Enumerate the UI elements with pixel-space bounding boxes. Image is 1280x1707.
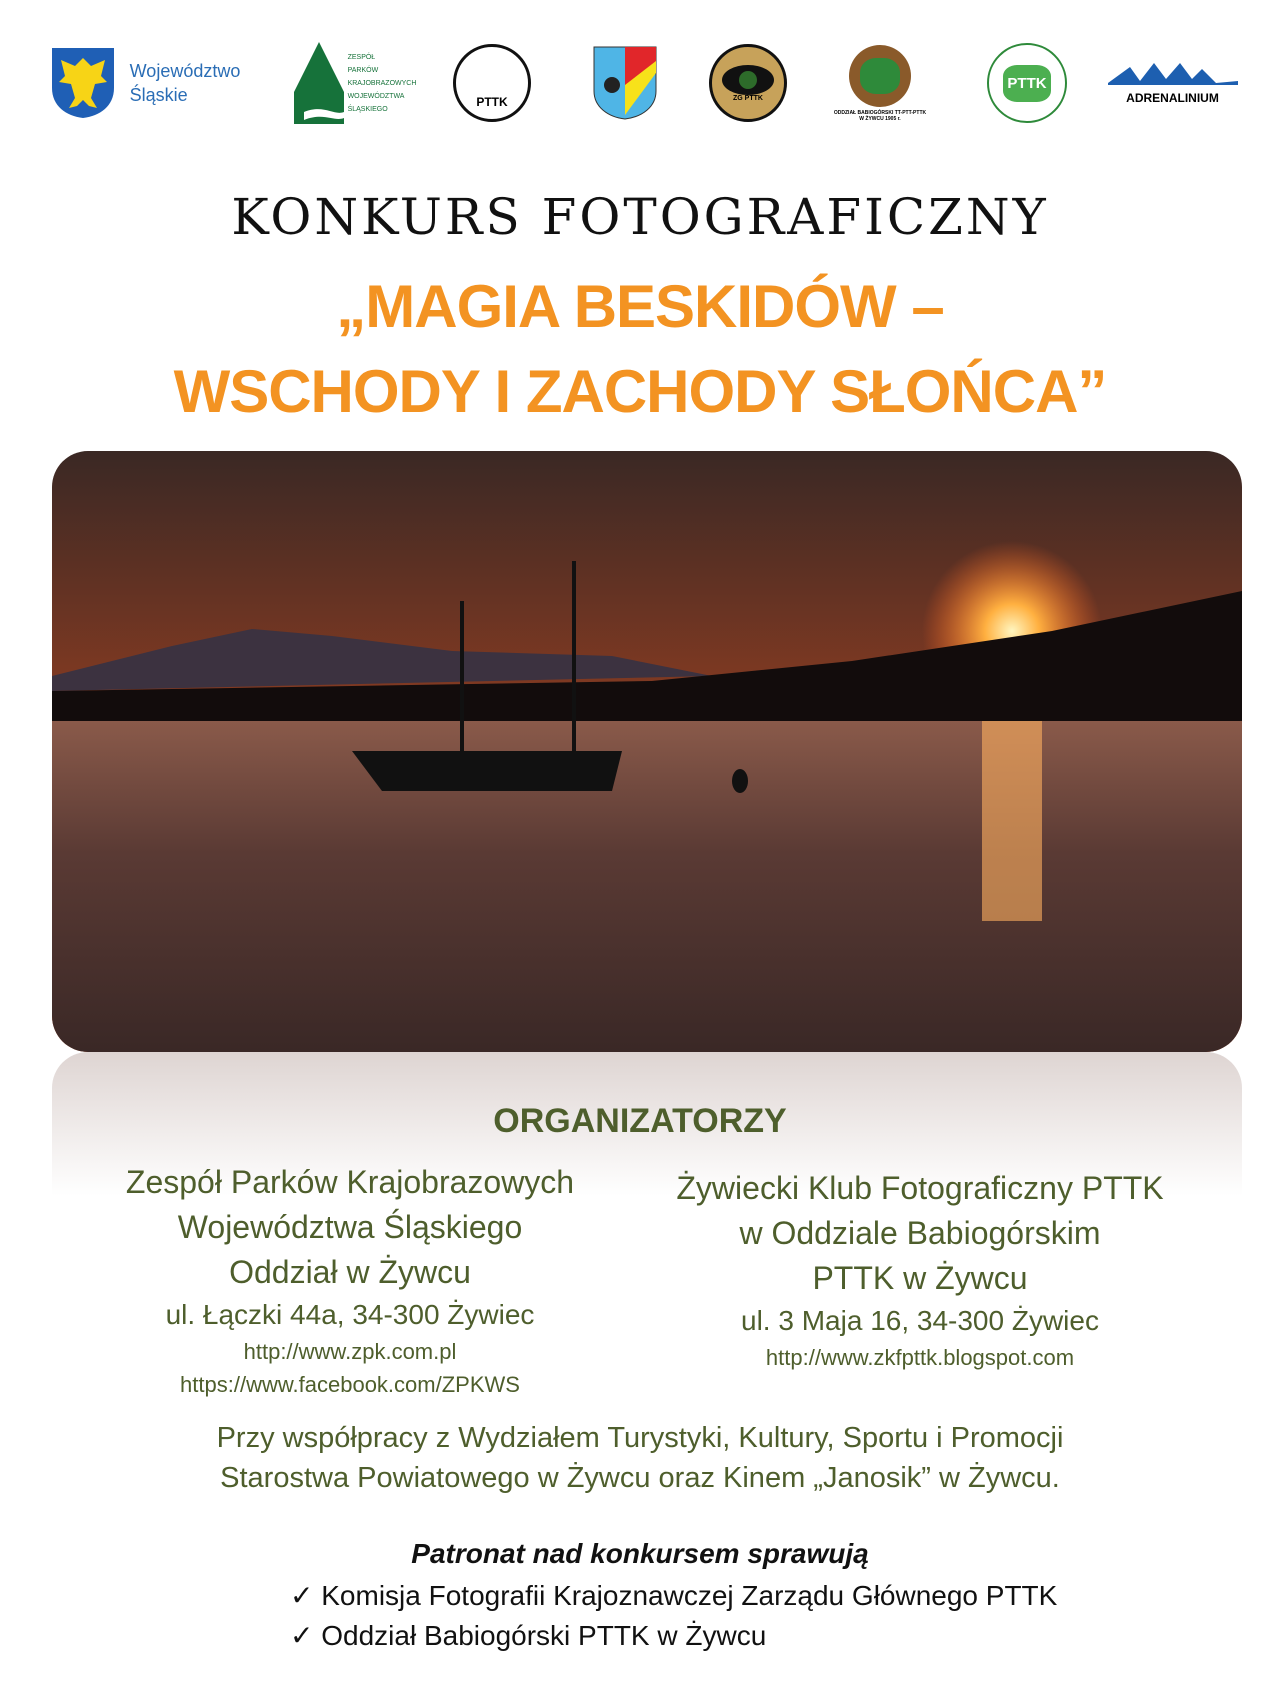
logo-text: PTTK	[1003, 65, 1050, 102]
logo-wojewodztwo-slaskie	[40, 38, 250, 128]
org-name: Żywiecki Klub Fotograficzny PTTK	[676, 1170, 1164, 1206]
organizer-right	[650, 1166, 1190, 1375]
patronage-item	[290, 1576, 1057, 1616]
contest-title: KONKURS FOTOGRAFICZNY	[231, 188, 1049, 246]
logo-text: ZESPÓŁ	[347, 53, 376, 61]
org-name: w Oddziale Babiogórskim	[739, 1215, 1101, 1251]
cooperation-line: Przy współpracy z Wydziałem Turystyki, Kultury, Sportu i Promocji	[216, 1422, 1064, 1454]
logo-text: ODDZIAŁ BABIOGÓRSKI TT-PTT-PTTK	[833, 109, 927, 116]
org-address: ul. 3 Maja 16, 34-300 Żywiec	[741, 1305, 1099, 1336]
logo-text: Śląskie	[129, 85, 188, 105]
logo-kfk-zg-pttk	[708, 38, 788, 128]
org-branch: Oddział w Żywcu	[229, 1254, 471, 1290]
waves-icon	[1108, 61, 1238, 87]
organizer-left	[80, 1160, 620, 1401]
patronage-list	[290, 1576, 1057, 1656]
logo-text: PARKÓW	[347, 66, 379, 74]
logo-text: PTTK	[453, 44, 531, 122]
eagle-shield-icon	[50, 46, 116, 120]
logo-adrenalinium	[1105, 38, 1240, 128]
logo-text: WOJEWÓDZTWA	[347, 92, 405, 100]
org-name: Województwa Śląskiego	[177, 1209, 523, 1245]
org-address: ul. Łączki 44a, 34-300 Żywiec	[165, 1299, 535, 1330]
logo-zywiec-county	[590, 38, 660, 128]
logo-oddzial-babiogorski	[820, 38, 940, 128]
park-tree-icon	[294, 42, 344, 124]
checkmark-icon: ✓	[290, 1620, 322, 1651]
logo-text: Województwo	[129, 61, 241, 81]
logo-text: ZG PTTK	[733, 94, 763, 102]
org-website-link[interactable]: http://www.zkfpttk.blogspot.com	[765, 1345, 1075, 1370]
patronage-heading: Patronat nad konkursem sprawują	[411, 1538, 869, 1569]
patronage-item	[290, 1616, 1057, 1656]
emblem-icon	[849, 45, 911, 107]
logo-pttk	[985, 38, 1069, 128]
org-website-link[interactable]: http://www.zpk.com.pl	[243, 1339, 457, 1364]
contest-subtitle-line1: „MAGIA BESKIDÓW –	[336, 273, 944, 340]
logo-text: ADRENALINIUM	[1126, 91, 1219, 105]
org-name: Zespół Parków Krajobrazowych	[125, 1164, 575, 1200]
checkmark-icon: ✓	[290, 1580, 322, 1611]
logo-zkf-pttk	[450, 38, 534, 128]
contest-subtitle-line2: WSCHODY I ZACHODY SŁOŃCA”	[173, 358, 1107, 425]
eye-icon	[722, 65, 774, 95]
org-branch: PTTK w Żywcu	[812, 1260, 1028, 1296]
logo-zpk	[290, 38, 420, 128]
org-facebook-link[interactable]: https://www.facebook.com/ZPKWS	[180, 1372, 520, 1397]
patronage-item-label: Oddział Babiogórski PTTK w Żywcu	[321, 1620, 767, 1651]
sunset-lake-photo	[52, 451, 1242, 1052]
patronage-item-label: Komisja Fotografii Krajoznawczej Zarządu Głównego PTTK	[321, 1580, 1058, 1611]
logo-text: ŚLĄSKIEGO	[347, 105, 388, 113]
logo-text: KRAJOBRAZOWYCH	[347, 79, 417, 87]
logo-text: W ŻYWCU 1905 r.	[859, 115, 901, 122]
cooperation-note	[0, 1418, 1280, 1498]
county-shield-icon	[592, 45, 658, 121]
cooperation-line: Starostwa Powiatowego w Żywcu oraz Kinem „Janosik” w Żywcu.	[220, 1462, 1060, 1494]
organizers-heading: ORGANIZATORZY	[493, 1102, 787, 1140]
